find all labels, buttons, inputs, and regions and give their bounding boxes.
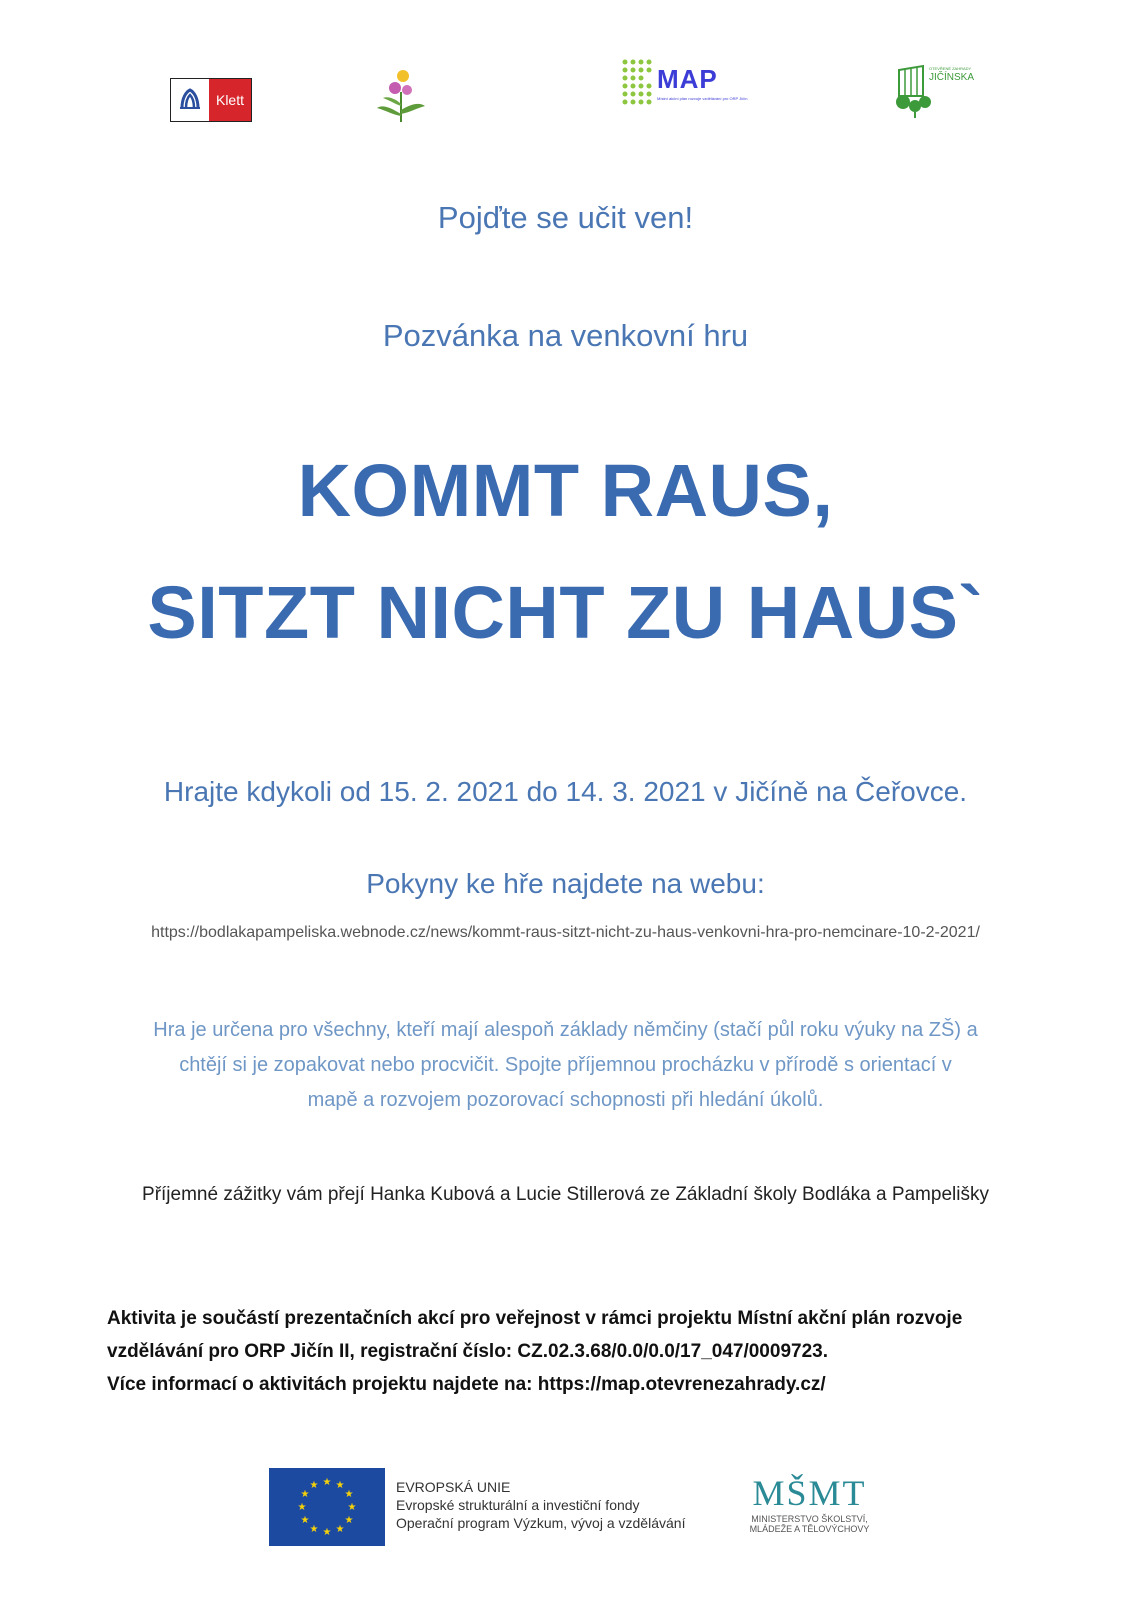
map-subtitle: Místní akční plán rozvoje vzdělávání pro ORP Jičín — [657, 96, 748, 101]
event-dates: Hrajte kdykoli od 15. 2. 2021 do 14. 3. 2021 v Jičíně na Čeřovce. — [163, 776, 968, 807]
otevrene-zahrady-logo — [893, 62, 983, 118]
svg-text:★: ★ — [322, 1527, 332, 1538]
svg-text:★: ★ — [344, 1515, 354, 1526]
svg-text:★: ★ — [300, 1489, 310, 1500]
svg-text:★: ★ — [344, 1489, 354, 1500]
eu-line3: Operační program Výzkum, vývoj a vzdělávání — [396, 1515, 686, 1531]
klett-logo — [170, 78, 252, 122]
msmt-line2: MLÁDEŽE A TĚLOVÝCHOVY — [749, 1524, 870, 1534]
instructions-link[interactable]: https://bodlakapampeliska.webnode.cz/news/kommt-raus-sitzt-nicht-zu-haus-venkovni-hra-pro-nemcinare-10-2-2021/ — [151, 924, 980, 941]
headline-line1: KOMMT RAUS, — [297, 449, 834, 532]
description-line: Hra je určena pro všechny, kteří mají alespoň základy němčiny (stačí půl roku výuky na ZŠ) a — [153, 1019, 978, 1041]
map-label: MAP — [657, 64, 718, 94]
description-line: chtějí si je zopakovat nebo procvičit. Spojte příjemnou procházku v přírodě s orientací v — [179, 1054, 952, 1076]
invite: Pozvánka na venkovní hru — [382, 318, 749, 353]
svg-text:★: ★ — [335, 1480, 345, 1491]
msmt-mark: MŠMT — [752, 1473, 867, 1513]
eu-line2: Evropské strukturální a investiční fondy — [396, 1497, 640, 1513]
msmt-line1: MINISTERSTVO ŠKOLSTVÍ, — [751, 1514, 868, 1524]
svg-text:★: ★ — [309, 1524, 319, 1535]
klett-label: Klett — [209, 79, 251, 121]
greeting: Příjemné zážitky vám přejí Hanka Kubová a Lucie Stillerová ze Základní školy Bodláka a Pampelišky — [142, 1184, 989, 1205]
project-footer — [107, 1302, 1037, 1401]
msmt-logo — [732, 1472, 887, 1534]
description — [0, 1013, 1131, 1118]
footer-line: vzdělávání pro ORP Jičín II, registrační číslo: CZ.02.3.68/0.0/0.0/17_047/0009723. — [107, 1341, 828, 1362]
svg-text:★: ★ — [309, 1480, 319, 1491]
garden-label-top: OTEVŘENÉ ZAHRADY — [929, 66, 972, 71]
svg-text:★: ★ — [335, 1524, 345, 1535]
footer-line: Více informací o aktivitách projektu najdete na: https://map.otevrenezahrady.cz/ — [107, 1374, 826, 1395]
eu-text — [396, 1478, 685, 1532]
clover-harp-icon — [893, 62, 933, 118]
svg-text:★: ★ — [322, 1477, 332, 1488]
eu-flag-icon — [269, 1468, 385, 1546]
garden-label: JIČÍNSKA — [929, 72, 975, 83]
description-line: mapě a rozvojem pozorovací schopnosti při hledání úkolů. — [307, 1089, 824, 1111]
svg-text:★: ★ — [297, 1502, 307, 1513]
kicker: Pojďte se učit ven! — [437, 200, 694, 235]
map-logo — [621, 58, 761, 114]
svg-text:★: ★ — [347, 1502, 357, 1513]
dandelion-thistle-icon — [373, 64, 429, 124]
instructions-heading: Pokyny ke hře najdete na webu: — [366, 868, 765, 899]
svg-text:★: ★ — [300, 1515, 310, 1526]
headline-line2: SITZT NICHT ZU HAUS` — [147, 571, 984, 654]
map-dots-icon — [621, 58, 657, 110]
klett-emblem-icon — [171, 79, 209, 121]
footer-line: Aktivita je součástí prezentačních akcí pro veřejnost v rámci projektu Místní akční plán rozvoje — [107, 1308, 963, 1329]
eu-line1: EVROPSKÁ UNIE — [396, 1479, 511, 1495]
